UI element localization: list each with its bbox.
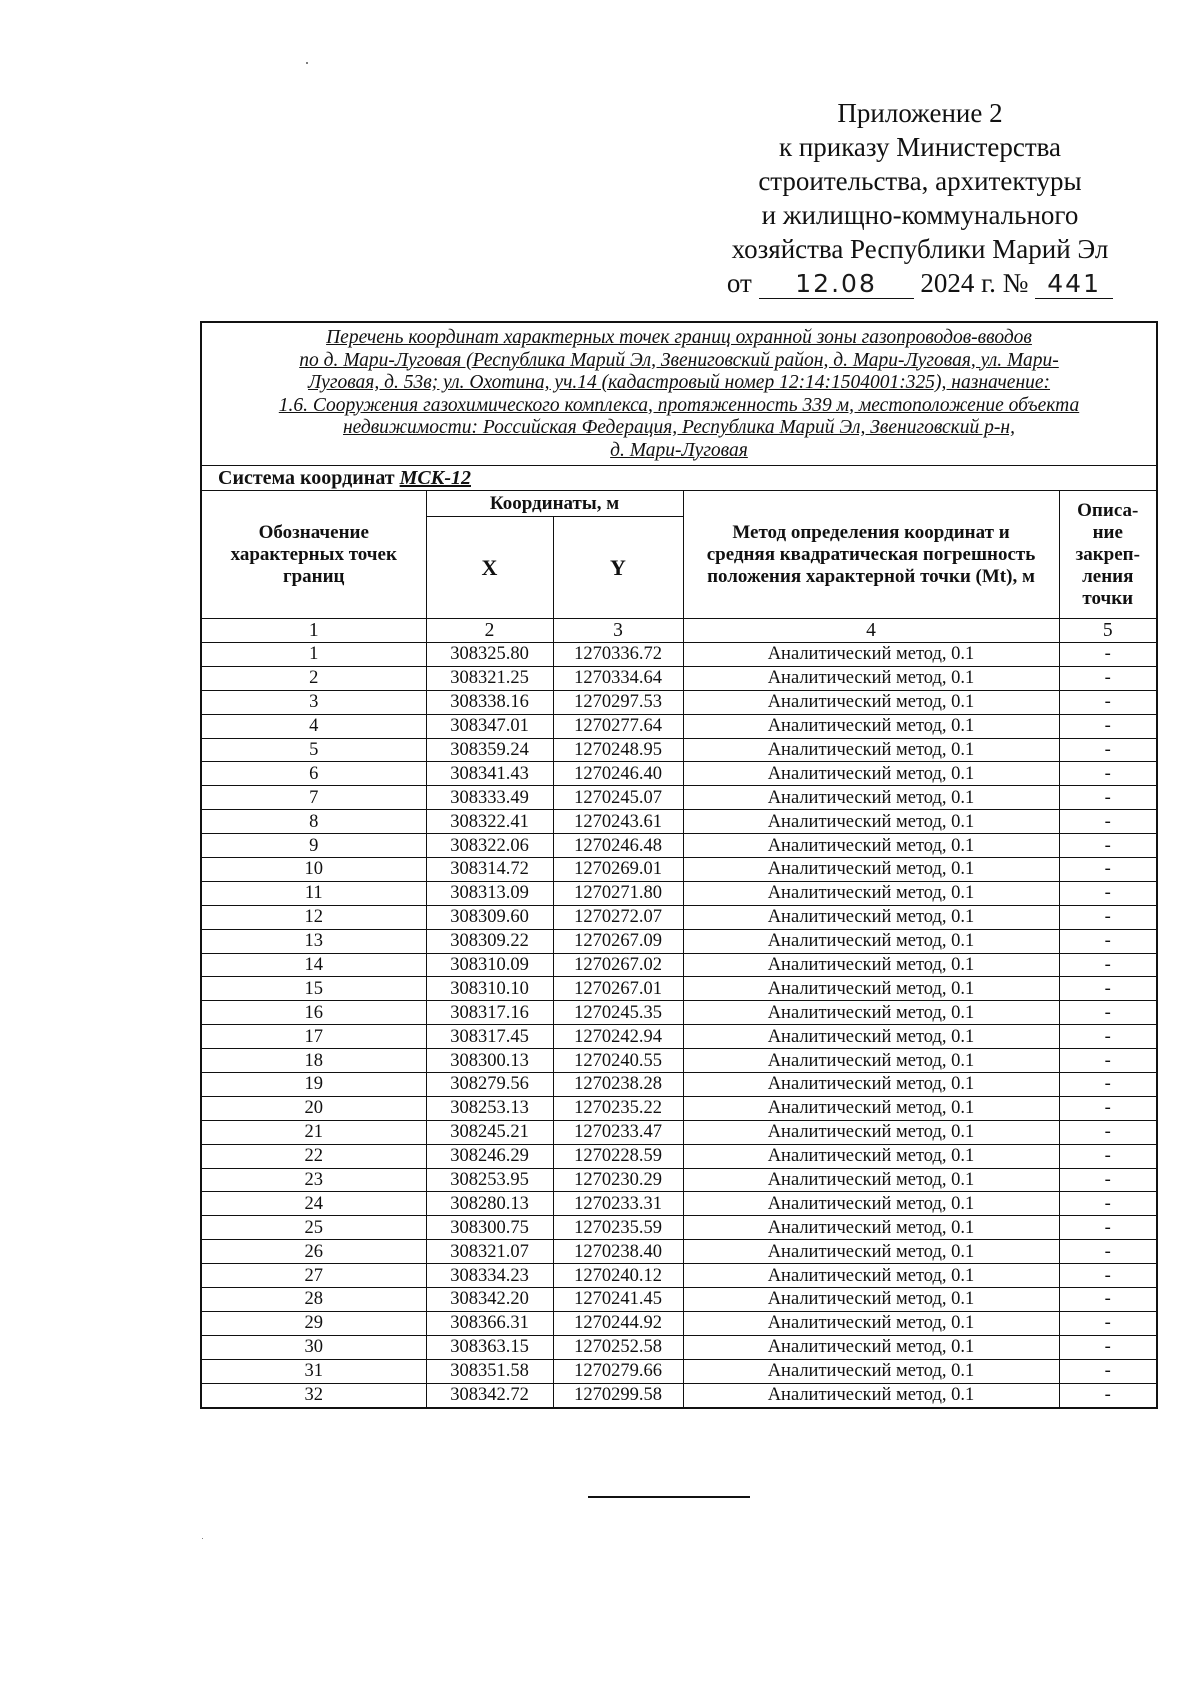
column-number: 4 (683, 619, 1059, 643)
table-row (202, 858, 1156, 882)
description-cell: - (1059, 714, 1156, 738)
method-cell: Аналитический метод, 0.1 (683, 1144, 1059, 1168)
x-coordinate-cell: 308341.43 (426, 762, 553, 786)
point-number-cell: 24 (202, 1192, 426, 1216)
y-coordinate-cell: 1270230.29 (553, 1168, 683, 1192)
column-number: 3 (553, 619, 683, 643)
y-coordinate-cell: 1270228.59 (553, 1144, 683, 1168)
description-cell: - (1059, 1168, 1156, 1192)
y-coordinate-cell: 1270269.01 (553, 858, 683, 882)
appendix-ministry-line: строительства, архитектуры (758, 166, 1082, 196)
appendix-order-line: к приказу Министерства (778, 132, 1062, 162)
column-number: 5 (1059, 619, 1156, 643)
y-coordinate-cell: 1270271.80 (553, 881, 683, 905)
header-description-line: Описа- (1077, 499, 1139, 521)
table-row (202, 762, 1156, 786)
description-cell: - (1059, 977, 1156, 1001)
method-cell: Аналитический метод, 0.1 (683, 1359, 1059, 1383)
table-row (202, 834, 1156, 858)
method-cell: Аналитический метод, 0.1 (683, 858, 1059, 882)
method-cell: Аналитический метод, 0.1 (683, 905, 1059, 929)
x-coordinate-cell: 308338.16 (426, 690, 553, 714)
coordinate-system-label: Система координат (218, 466, 395, 489)
description-cell: - (1059, 1192, 1156, 1216)
y-coordinate-cell: 1270277.64 (553, 714, 683, 738)
y-coordinate-cell: 1270242.94 (553, 1025, 683, 1049)
y-coordinate-cell: 1270241.45 (553, 1288, 683, 1312)
method-cell: Аналитический метод, 0.1 (683, 881, 1059, 905)
description-cell: - (1059, 1120, 1156, 1144)
y-coordinate-cell: 1270235.22 (553, 1096, 683, 1120)
description-cell: - (1059, 1383, 1156, 1406)
point-number-cell: 28 (202, 1288, 426, 1312)
point-number-cell: 2 (202, 666, 426, 690)
point-number-cell: 30 (202, 1335, 426, 1359)
method-cell: Аналитический метод, 0.1 (683, 1073, 1059, 1097)
header-description-line: закреп- (1075, 543, 1140, 565)
table-row (202, 1144, 1156, 1168)
method-cell: Аналитический метод, 0.1 (683, 1240, 1059, 1264)
x-coordinate-cell: 308246.29 (426, 1144, 553, 1168)
appendix-title: Приложение 2 (837, 98, 1003, 128)
table-row (202, 1288, 1156, 1312)
point-number-cell: 3 (202, 690, 426, 714)
x-coordinate-cell: 308253.95 (426, 1168, 553, 1192)
table-row (202, 1096, 1156, 1120)
point-number-cell: 18 (202, 1049, 426, 1073)
header-method: Метод определения координат и средняя квадратическая погрешность положения характерной точки (Mt), м (683, 491, 1059, 619)
table-row (202, 1001, 1156, 1025)
point-number-cell: 11 (202, 881, 426, 905)
method-cell: Аналитический метод, 0.1 (683, 1120, 1059, 1144)
description-cell: - (1059, 929, 1156, 953)
point-number-cell: 13 (202, 929, 426, 953)
table-row (202, 1049, 1156, 1073)
y-coordinate-cell: 1270245.35 (553, 1001, 683, 1025)
x-coordinate-cell: 308325.80 (426, 643, 553, 667)
appendix-header (700, 96, 1140, 300)
x-coordinate-cell: 308322.06 (426, 834, 553, 858)
header-designation: Обозначение характерных точек границ (202, 491, 426, 619)
y-coordinate-cell: 1270243.61 (553, 810, 683, 834)
description-cell: - (1059, 666, 1156, 690)
description-cell: - (1059, 643, 1156, 667)
x-coordinate-cell: 308309.22 (426, 929, 553, 953)
point-number-cell: 1 (202, 643, 426, 667)
column-number: 2 (426, 619, 553, 643)
x-coordinate-cell: 308321.07 (426, 1240, 553, 1264)
header-y: Y (553, 517, 683, 619)
y-coordinate-cell: 1270267.02 (553, 953, 683, 977)
point-number-cell: 7 (202, 786, 426, 810)
y-coordinate-cell: 1270233.31 (553, 1192, 683, 1216)
x-coordinate-cell: 308310.09 (426, 953, 553, 977)
table-row (202, 1311, 1156, 1335)
table-row (202, 1073, 1156, 1097)
method-cell: Аналитический метод, 0.1 (683, 1049, 1059, 1073)
x-coordinate-cell: 308322.41 (426, 810, 553, 834)
x-coordinate-cell: 308363.15 (426, 1335, 553, 1359)
method-cell: Аналитический метод, 0.1 (683, 1025, 1059, 1049)
x-coordinate-cell: 308314.72 (426, 858, 553, 882)
x-coordinate-cell: 308310.10 (426, 977, 553, 1001)
description-cell: - (1059, 786, 1156, 810)
point-number-cell: 32 (202, 1383, 426, 1406)
y-coordinate-cell: 1270272.07 (553, 905, 683, 929)
y-coordinate-cell: 1270267.01 (553, 977, 683, 1001)
description-cell: - (1059, 690, 1156, 714)
column-number-row (202, 619, 1156, 643)
y-coordinate-cell: 1270336.72 (553, 643, 683, 667)
point-number-cell: 25 (202, 1216, 426, 1240)
method-cell: Аналитический метод, 0.1 (683, 834, 1059, 858)
method-cell: Аналитический метод, 0.1 (683, 1311, 1059, 1335)
x-coordinate-cell: 308313.09 (426, 881, 553, 905)
y-coordinate-cell: 1270235.59 (553, 1216, 683, 1240)
y-coordinate-cell: 1270299.58 (553, 1383, 683, 1406)
method-cell: Аналитический метод, 0.1 (683, 1192, 1059, 1216)
description-cell: - (1059, 858, 1156, 882)
point-number-cell: 22 (202, 1144, 426, 1168)
description-cell: - (1059, 1096, 1156, 1120)
title-line: недвижимости: Российская Федерация, Республика Марий Эл, Звениговский р-н, (343, 417, 1015, 438)
table-row (202, 1120, 1156, 1144)
table-row (202, 666, 1156, 690)
coordinates-rows (202, 643, 1156, 1407)
point-number-cell: 6 (202, 762, 426, 786)
table-row (202, 1168, 1156, 1192)
title-line: Перечень координат характерных точек границ охранной зоны газопроводов-вводов (326, 327, 1032, 348)
table-row (202, 1359, 1156, 1383)
coordinates-sheet (200, 321, 1158, 1409)
x-coordinate-cell: 308253.13 (426, 1096, 553, 1120)
x-coordinate-cell: 308333.49 (426, 786, 553, 810)
point-number-cell: 14 (202, 953, 426, 977)
table-row (202, 714, 1156, 738)
y-coordinate-cell: 1270244.92 (553, 1311, 683, 1335)
method-cell: Аналитический метод, 0.1 (683, 1168, 1059, 1192)
point-number-cell: 4 (202, 714, 426, 738)
point-number-cell: 21 (202, 1120, 426, 1144)
x-coordinate-cell: 308279.56 (426, 1073, 553, 1097)
title-line: Луговая, д. 53в; ул. Охотина, уч.14 (кадастровый номер 12:14:1504001:325), назначение: (307, 372, 1051, 393)
description-cell: - (1059, 834, 1156, 858)
point-number-cell: 10 (202, 858, 426, 882)
y-coordinate-cell: 1270245.07 (553, 786, 683, 810)
point-number-cell: 23 (202, 1168, 426, 1192)
point-number-cell: 29 (202, 1311, 426, 1335)
title-line: д. Мари-Луговая (610, 439, 748, 461)
y-coordinate-cell: 1270233.47 (553, 1120, 683, 1144)
handwritten-order-number: 441 (1035, 270, 1113, 299)
column-number: 1 (202, 619, 426, 643)
x-coordinate-cell: 308280.13 (426, 1192, 553, 1216)
order-year-number-label: 2024 г. № (920, 268, 1029, 298)
scan-speck (202, 1538, 203, 1539)
point-number-cell: 9 (202, 834, 426, 858)
y-coordinate-cell: 1270238.40 (553, 1240, 683, 1264)
y-coordinate-cell: 1270248.95 (553, 738, 683, 762)
description-cell: - (1059, 1288, 1156, 1312)
header-description-line: точки (1082, 587, 1134, 609)
method-cell: Аналитический метод, 0.1 (683, 1264, 1059, 1288)
point-number-cell: 17 (202, 1025, 426, 1049)
appendix-ministry-line-2: и жилищно-коммунального (761, 200, 1079, 230)
y-coordinate-cell: 1270240.12 (553, 1264, 683, 1288)
description-cell: - (1059, 1359, 1156, 1383)
method-cell: Аналитический метод, 0.1 (683, 953, 1059, 977)
method-cell: Аналитический метод, 0.1 (683, 738, 1059, 762)
table-title (202, 323, 1156, 466)
description-cell: - (1059, 1073, 1156, 1097)
title-line: 1.6. Сооружения газохимического комплекса, протяженность 339 м, местоположение объекта (278, 394, 1080, 416)
method-cell: Аналитический метод, 0.1 (683, 690, 1059, 714)
handwritten-date: 12.08 (759, 270, 914, 299)
point-number-cell: 5 (202, 738, 426, 762)
table-row (202, 738, 1156, 762)
x-coordinate-cell: 308309.60 (426, 905, 553, 929)
x-coordinate-cell: 308366.31 (426, 1311, 553, 1335)
x-coordinate-cell: 308342.20 (426, 1288, 553, 1312)
description-cell: - (1059, 953, 1156, 977)
x-coordinate-cell: 308347.01 (426, 714, 553, 738)
header-x: X (426, 517, 553, 619)
table-row (202, 690, 1156, 714)
y-coordinate-cell: 1270279.66 (553, 1359, 683, 1383)
method-cell: Аналитический метод, 0.1 (683, 786, 1059, 810)
coordinate-system-value: МСК-12 (399, 466, 471, 489)
header-description (1059, 491, 1156, 619)
x-coordinate-cell: 308342.72 (426, 1383, 553, 1406)
point-number-cell: 26 (202, 1240, 426, 1264)
x-coordinate-cell: 308300.13 (426, 1049, 553, 1073)
x-coordinate-cell: 308317.16 (426, 1001, 553, 1025)
point-number-cell: 15 (202, 977, 426, 1001)
table-row (202, 881, 1156, 905)
method-cell: Аналитический метод, 0.1 (683, 1001, 1059, 1025)
x-coordinate-cell: 308245.21 (426, 1120, 553, 1144)
point-number-cell: 20 (202, 1096, 426, 1120)
y-coordinate-cell: 1270334.64 (553, 666, 683, 690)
table-row (202, 1335, 1156, 1359)
method-cell: Аналитический метод, 0.1 (683, 929, 1059, 953)
coordinates-table (202, 466, 1156, 1407)
x-coordinate-cell: 308359.24 (426, 738, 553, 762)
y-coordinate-cell: 1270246.40 (553, 762, 683, 786)
title-line: по д. Мари-Луговая (Республика Марий Эл, Звениговский район, д. Мари-Луговая, ул. Мари- (299, 349, 1059, 371)
x-coordinate-cell: 308300.75 (426, 1216, 553, 1240)
method-cell: Аналитический метод, 0.1 (683, 762, 1059, 786)
description-cell: - (1059, 762, 1156, 786)
point-number-cell: 12 (202, 905, 426, 929)
description-cell: - (1059, 1240, 1156, 1264)
method-cell: Аналитический метод, 0.1 (683, 810, 1059, 834)
method-cell: Аналитический метод, 0.1 (683, 643, 1059, 667)
table-row (202, 977, 1156, 1001)
x-coordinate-cell: 308317.45 (426, 1025, 553, 1049)
point-number-cell: 16 (202, 1001, 426, 1025)
method-cell: Аналитический метод, 0.1 (683, 1288, 1059, 1312)
y-coordinate-cell: 1270267.09 (553, 929, 683, 953)
point-number-cell: 19 (202, 1073, 426, 1097)
y-coordinate-cell: 1270238.28 (553, 1073, 683, 1097)
x-coordinate-cell: 308321.25 (426, 666, 553, 690)
table-row (202, 1025, 1156, 1049)
method-cell: Аналитический метод, 0.1 (683, 666, 1059, 690)
header-description-line: ние (1092, 521, 1123, 543)
point-number-cell: 31 (202, 1359, 426, 1383)
description-cell: - (1059, 1001, 1156, 1025)
table-row (202, 1383, 1156, 1406)
description-cell: - (1059, 1335, 1156, 1359)
y-coordinate-cell: 1270252.58 (553, 1335, 683, 1359)
description-cell: - (1059, 1025, 1156, 1049)
method-cell: Аналитический метод, 0.1 (683, 1335, 1059, 1359)
header-coordinates: Координаты, м (426, 491, 683, 517)
header-description-line: ления (1082, 565, 1134, 587)
description-cell: - (1059, 1216, 1156, 1240)
description-cell: - (1059, 905, 1156, 929)
table-row (202, 1240, 1156, 1264)
description-cell: - (1059, 1311, 1156, 1335)
appendix-republic-line: хозяйства Республики Марий Эл (731, 234, 1109, 264)
table-row (202, 1192, 1156, 1216)
x-coordinate-cell: 308334.23 (426, 1264, 553, 1288)
order-date-line (700, 266, 1140, 300)
coordinates-table-wrap (202, 466, 1156, 1407)
method-cell: Аналитический метод, 0.1 (683, 714, 1059, 738)
table-row (202, 953, 1156, 977)
table-row (202, 810, 1156, 834)
table-row (202, 1264, 1156, 1288)
y-coordinate-cell: 1270246.48 (553, 834, 683, 858)
y-coordinate-cell: 1270297.53 (553, 690, 683, 714)
point-number-cell: 8 (202, 810, 426, 834)
description-cell: - (1059, 881, 1156, 905)
coordinate-system (202, 466, 1156, 491)
end-rule (588, 1496, 750, 1498)
y-coordinate-cell: 1270240.55 (553, 1049, 683, 1073)
description-cell: - (1059, 1049, 1156, 1073)
description-cell: - (1059, 738, 1156, 762)
description-cell: - (1059, 1144, 1156, 1168)
description-cell: - (1059, 1264, 1156, 1288)
table-row (202, 643, 1156, 667)
method-cell: Аналитический метод, 0.1 (683, 1096, 1059, 1120)
table-row (202, 929, 1156, 953)
table-row (202, 1216, 1156, 1240)
scan-speck (306, 62, 308, 64)
table-row (202, 905, 1156, 929)
method-cell: Аналитический метод, 0.1 (683, 1216, 1059, 1240)
x-coordinate-cell: 308351.58 (426, 1359, 553, 1383)
date-prefix: от (726, 268, 752, 298)
method-cell: Аналитический метод, 0.1 (683, 977, 1059, 1001)
point-number-cell: 27 (202, 1264, 426, 1288)
table-row (202, 786, 1156, 810)
description-cell: - (1059, 810, 1156, 834)
method-cell: Аналитический метод, 0.1 (683, 1383, 1059, 1406)
